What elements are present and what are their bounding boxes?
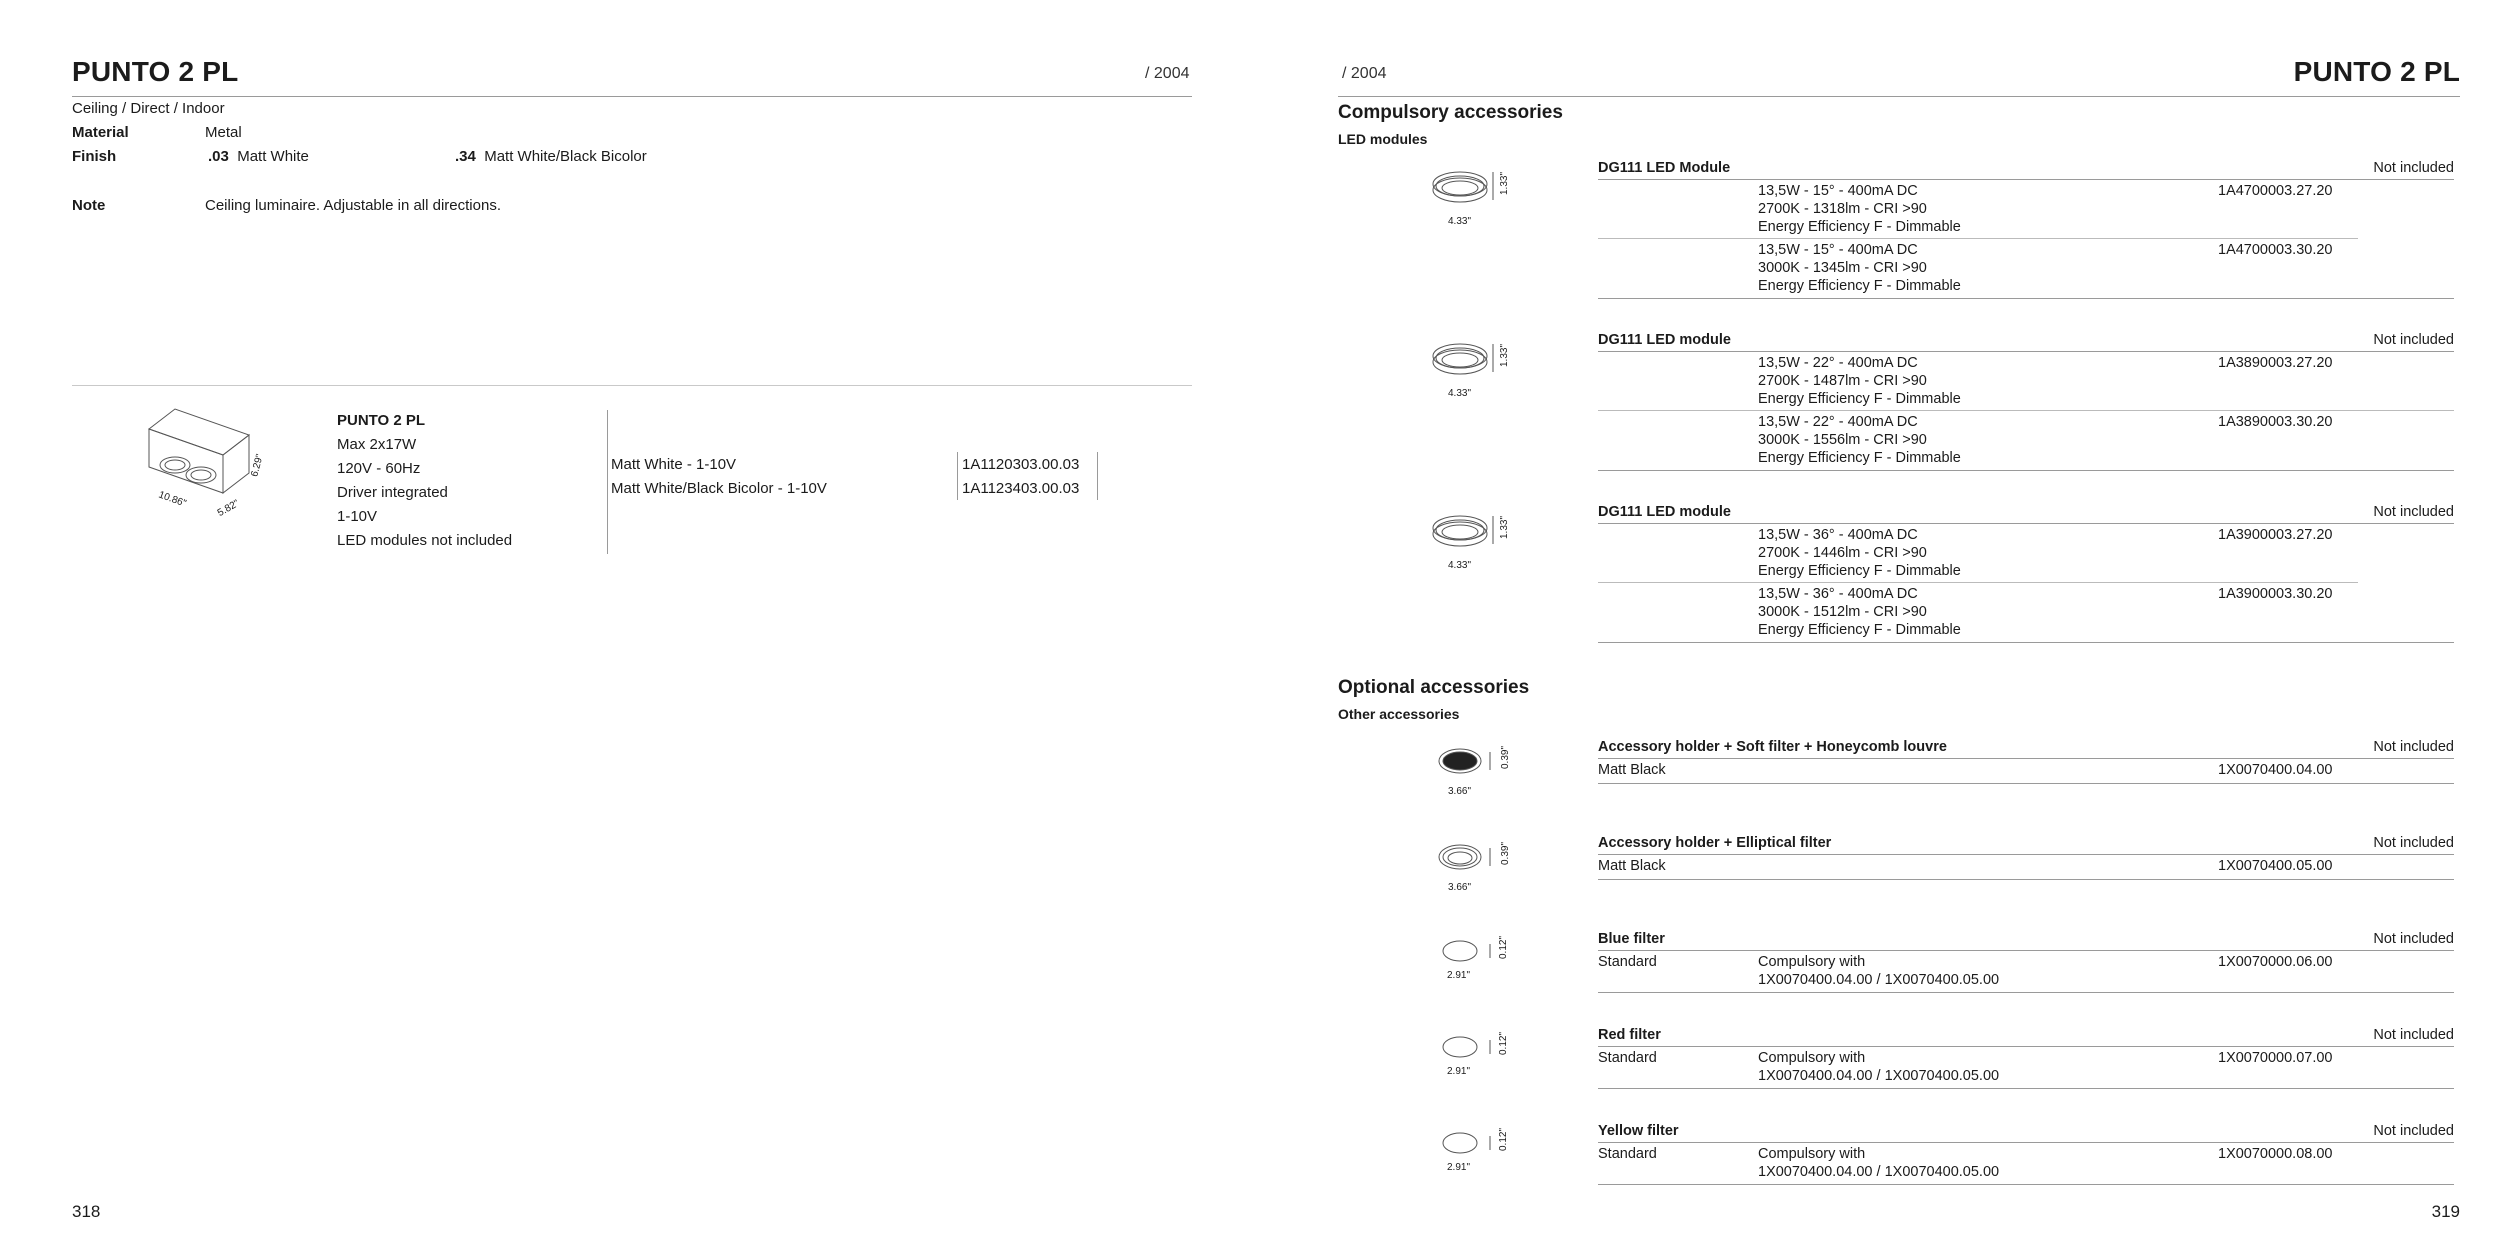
compulsory-title: Compulsory accessories [1338,102,1563,123]
spec-line: 1X0070400.04.00 / 1X0070400.05.00 [1758,1068,2000,1084]
spec-line: 2700K - 1487lm - CRI >90 [1758,373,1927,389]
product-code: 1A4700003.27.20 [2218,183,2333,199]
material-value: Metal [205,124,242,141]
product-spec: 1-10V [337,508,378,525]
product-code: 1A3900003.30.20 [2218,586,2333,602]
group-bottom-rule [1598,470,2454,471]
group-rule [1598,179,2454,180]
group-status: Not included [2373,1123,2454,1139]
group-bottom-rule [1598,642,2454,643]
spec-line: Compulsory with [1758,1050,1866,1066]
material-label: Material [72,124,129,141]
dim-height: 0.39" [1500,745,1512,770]
product-code: 1X0070400.04.00 [2218,762,2333,778]
blue-filter-drawing [1434,934,1494,970]
left-page-title: PUNTO 2 PL [72,56,239,87]
accessory-group [1598,739,2454,784]
dim-diameter: 3.66" [1448,882,1472,893]
dim-height: 0.12" [1498,1127,1510,1152]
spec-line: Energy Efficiency F - Dimmable [1758,391,1961,407]
accessory-group [1598,1027,2454,1089]
dim-diameter: 3.66" [1448,786,1472,797]
finish-cell: Matt Black [1598,762,1666,778]
left-title-rule [72,96,1192,97]
group-rule [1598,351,2454,352]
accessory-group [1598,835,2454,880]
led-modules-label: LED modules [1338,131,1428,147]
spec-line: 13,5W - 36° - 400mA DC [1758,527,1918,543]
page-number-right: 319 [2431,1202,2460,1221]
spec-line: 13,5W - 15° - 400mA DC [1758,183,1918,199]
category: Ceiling / Direct / Indoor [72,100,225,117]
variant-code: 1A1123403.00.03 [962,480,1080,497]
code-divider [957,452,958,500]
finish-item [208,148,309,166]
group-title: Yellow filter [1598,1123,1679,1139]
product-code: 1A3890003.30.20 [2218,414,2333,430]
spec-line: 13,5W - 22° - 400mA DC [1758,355,1918,371]
finish-code: .34 [455,148,476,165]
spec-line: 3000K - 1345lm - CRI >90 [1758,260,1927,276]
dim-height: 1.33" [1499,171,1511,196]
accessory-group [1598,931,2454,993]
yellow-filter-drawing [1434,1126,1494,1162]
group-bottom-rule [1598,1088,2454,1089]
spec-line: 2700K - 1318lm - CRI >90 [1758,201,1927,217]
spec-line: 13,5W - 36° - 400mA DC [1758,586,1918,602]
product-code: 1X0070000.08.00 [2218,1146,2333,1162]
group-rule [1598,950,2454,951]
group-status: Not included [2373,504,2454,520]
variant-code: 1A1120303.00.03 [962,456,1080,473]
product-spec: LED modules not included [337,532,513,549]
product-code: 1X0070000.06.00 [2218,954,2333,970]
dim-diameter: 2.91" [1447,1162,1471,1173]
group-bottom-rule [1598,298,2454,299]
dim-width: 5.82" [215,497,242,520]
left-year: / 2004 [1145,65,1190,82]
dim-length: 10.86" [156,489,188,510]
row-rule [1598,582,2358,583]
group-rule [1598,758,2454,759]
led-group-1 [1598,160,2454,300]
type-cell: Standard [1598,1050,1657,1066]
spec-line: Compulsory with [1758,954,1866,970]
group-rule [1598,1046,2454,1047]
group-status: Not included [2373,160,2454,176]
group-title: DG111 LED Module [1598,160,1731,176]
finish-name: Matt White [237,148,309,165]
finish-name: Matt White/Black Bicolor [484,148,647,165]
dim-height: 0.12" [1498,1031,1510,1056]
led-group-3 [1598,504,2454,644]
elliptical-filter-holder-drawing [1430,838,1496,878]
product-spec: Max 2x17W [337,436,417,453]
group-title: DG111 LED module [1598,504,1731,520]
spec-line: Energy Efficiency F - Dimmable [1758,278,1961,294]
product-code: 1X0070000.07.00 [2218,1050,2333,1066]
spec-line: 13,5W - 22° - 400mA DC [1758,414,1918,430]
group-status: Not included [2373,739,2454,755]
group-status: Not included [2373,835,2454,851]
spec-line: Compulsory with [1758,1146,1866,1162]
accessory-group [1598,1123,2454,1185]
dim-diameter: 4.33" [1448,560,1472,571]
note-label: Note [72,197,106,214]
other-accessories-label: Other accessories [1338,706,1460,722]
finish-item [455,148,647,166]
variant-divider [607,410,608,554]
spec-line: Energy Efficiency F - Dimmable [1758,622,1961,638]
product-code: 1A3890003.27.20 [2218,355,2333,371]
group-bottom-rule [1598,1184,2454,1185]
group-title: Accessory holder + Elliptical filter [1598,835,1832,851]
dim-diameter: 4.33" [1448,388,1472,399]
dim-diameter: 2.91" [1447,1066,1471,1077]
dim-diameter: 2.91" [1447,970,1471,981]
finish-code: .03 [208,148,229,165]
group-title: DG111 LED module [1598,332,1731,348]
spec-line: 1X0070400.04.00 / 1X0070400.05.00 [1758,972,2000,988]
spec-line: 1X0070400.04.00 / 1X0070400.05.00 [1758,1164,2000,1180]
led-group-2 [1598,332,2454,472]
spec-line: 2700K - 1446lm - CRI >90 [1758,545,1927,561]
optional-title: Optional accessories [1338,677,1530,698]
type-cell: Standard [1598,1146,1657,1162]
spec-line: 3000K - 1512lm - CRI >90 [1758,604,1927,620]
spec-line: 13,5W - 15° - 400mA DC [1758,242,1918,258]
group-title: Red filter [1598,1027,1661,1043]
dim-height: 1.33" [1499,515,1511,540]
group-rule [1598,1142,2454,1143]
page-number-left: 318 [72,1202,101,1221]
group-title: Blue filter [1598,931,1665,947]
product-name: PUNTO 2 PL [337,412,426,429]
group-status: Not included [2373,931,2454,947]
variant-name: Matt White - 1-10V [611,456,737,473]
product-spec: Driver integrated [337,484,448,501]
spec-line: 3000K - 1556lm - CRI >90 [1758,432,1927,448]
dim-height: 0.39" [1500,841,1512,866]
finish-label: Finish [72,148,117,165]
code-divider-end [1097,452,1098,500]
group-rule [1598,854,2454,855]
dim-diameter: 4.33" [1448,216,1472,227]
finish-cell: Matt Black [1598,858,1666,874]
dim-height: 1.33" [1499,343,1511,368]
group-status: Not included [2373,1027,2454,1043]
group-bottom-rule [1598,992,2454,993]
dim-height: 0.12" [1498,935,1510,960]
right-year: / 2004 [1342,65,1387,82]
group-rule [1598,523,2454,524]
spec-line: Energy Efficiency F - Dimmable [1758,219,1961,235]
red-filter-drawing [1434,1030,1494,1066]
product-code: 1X0070400.05.00 [2218,858,2333,874]
row-rule [1598,238,2358,239]
note-value: Ceiling luminaire. Adjustable in all directions. [205,197,501,214]
group-status: Not included [2373,332,2454,348]
right-title-rule [1338,96,2460,97]
dim-height: 6.29" [249,452,266,479]
product-spec: 120V - 60Hz [337,460,421,477]
honeycomb-holder-drawing [1430,742,1496,782]
group-bottom-rule [1598,783,2454,784]
type-cell: Standard [1598,954,1657,970]
variant-name: Matt White/Black Bicolor - 1-10V [611,480,827,497]
left-section-rule [72,385,1192,386]
spec-line: Energy Efficiency F - Dimmable [1758,563,1961,579]
row-rule [1598,410,2454,411]
group-title: Accessory holder + Soft filter + Honeycomb louvre [1598,739,1947,755]
group-bottom-rule [1598,879,2454,880]
spec-line: Energy Efficiency F - Dimmable [1758,450,1961,466]
product-code: 1A4700003.30.20 [2218,242,2333,258]
product-code: 1A3900003.27.20 [2218,527,2333,543]
right-page-title: PUNTO 2 PL [2293,56,2460,87]
